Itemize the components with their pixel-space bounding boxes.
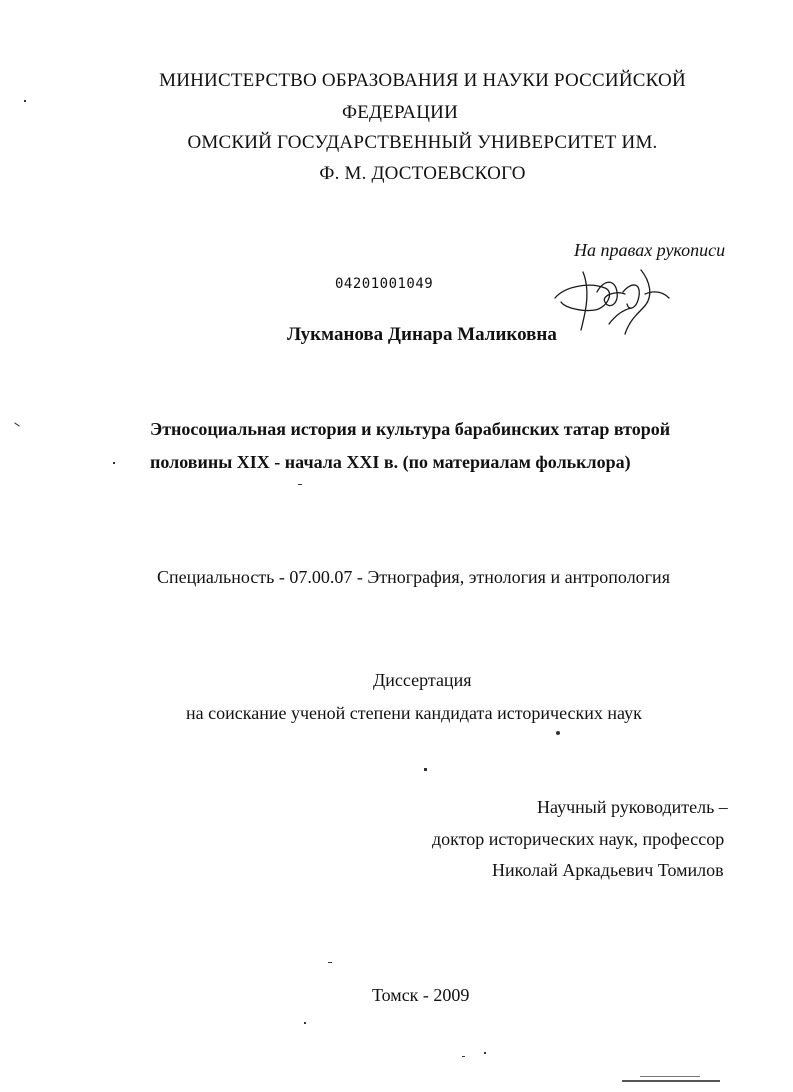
ministry-line-2: ФЕДЕРАЦИИ (341, 102, 458, 123)
dissertation-title-line-2: половины XIX - начала XXI в. (по материалам фольклора) (150, 452, 631, 472)
specialty: Специальность - 07.00.07 - Этнография, этнология и антропология (157, 567, 670, 587)
scan-speck (113, 462, 115, 464)
manuscript-note: На правах рукописи (574, 240, 726, 260)
ministry-line-1: МИНИСТЕРСТВО ОБРАЗОВАНИЯ И НАУКИ РОССИЙСКОЙ (159, 70, 686, 91)
scan-speck (328, 962, 332, 963)
scan-speck (622, 1080, 720, 1082)
scan-speck (640, 1076, 700, 1077)
supervisor-role: Научный руководитель – (537, 797, 728, 817)
author-name: Лукманова Динара Маликовна (287, 324, 557, 345)
handwritten-signature (545, 252, 675, 342)
university-line-2: Ф. М. ДОСТОЕВСКОГО (319, 163, 526, 184)
dissertation-label: Диссертация (373, 670, 472, 690)
scan-speck (424, 768, 427, 771)
place-year: Томск - 2009 (372, 985, 470, 1005)
supervisor-degree: доктор исторических наук, профессор (432, 829, 725, 849)
university-line-1: ОМСКИЙ ГОСУДАРСТВЕННЫЙ УНИВЕРСИТЕТ ИМ. (187, 132, 658, 153)
scan-speck (24, 100, 26, 102)
scan-speck (462, 1056, 465, 1057)
scan-speck (298, 484, 302, 485)
scan-speck (304, 1022, 306, 1024)
dissertation-purpose: на соискание ученой степени кандидата исторических наук (186, 703, 642, 723)
dissertation-title-line-1: Этносоциальная история и культура барабинских татар второй (150, 419, 671, 439)
scan-speck (14, 422, 19, 426)
scan-speck (556, 731, 560, 735)
scan-speck (484, 1052, 486, 1054)
supervisor-name: Николай Аркадьевич Томилов (492, 860, 724, 880)
registration-number: 04201001049 (335, 276, 434, 292)
